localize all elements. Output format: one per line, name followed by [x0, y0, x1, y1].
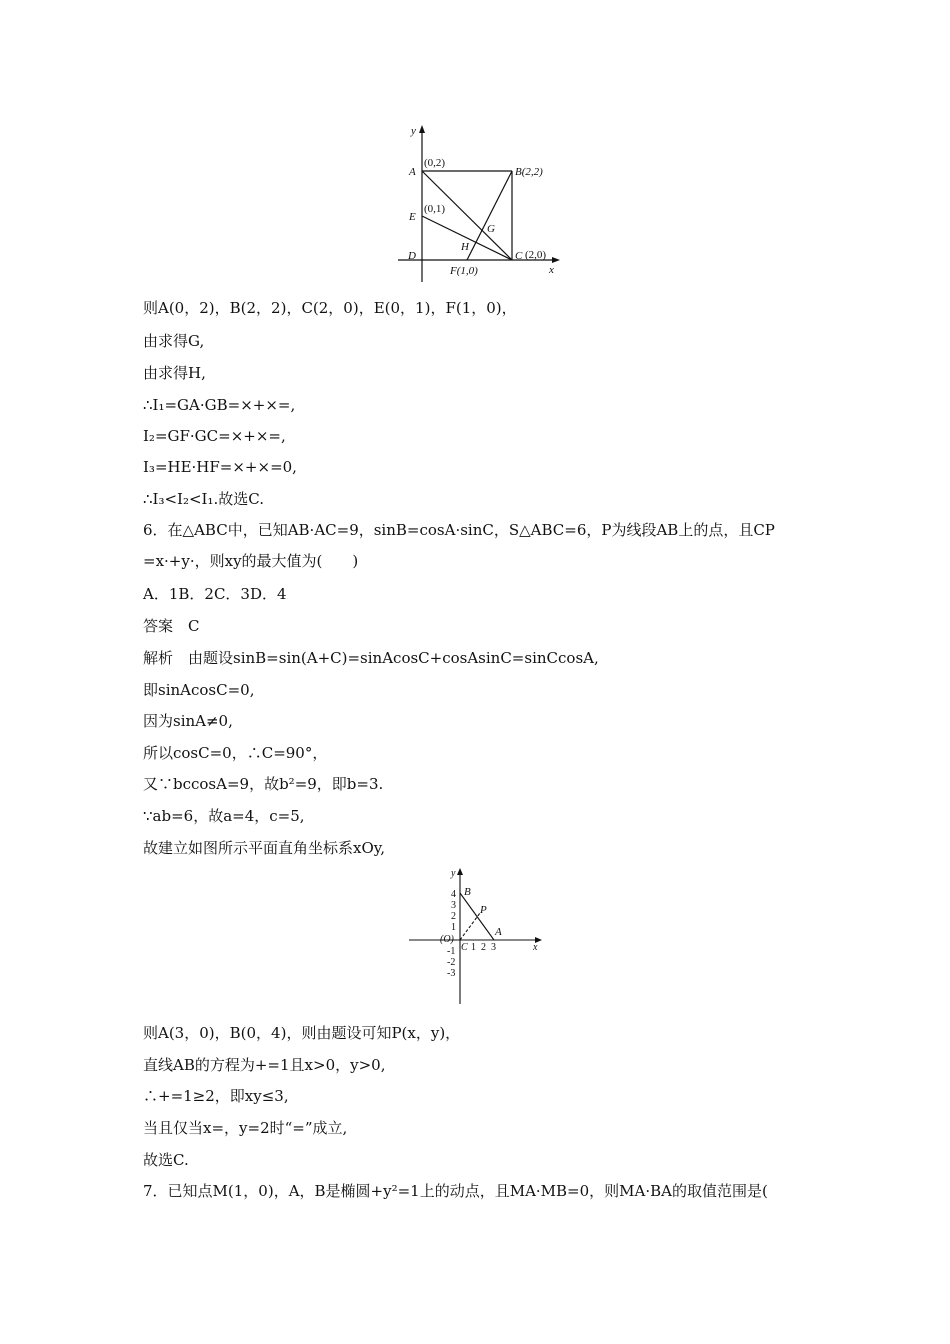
y-arrow [457, 868, 463, 875]
label-E-coord: (0,1) [424, 203, 446, 215]
label-x: x [533, 942, 538, 953]
y-tick-neg1: -1 [447, 946, 456, 957]
y-tick-2: 2 [451, 911, 456, 922]
label-C: C [515, 250, 523, 262]
label-x: x [549, 264, 554, 276]
label-H: H [461, 241, 469, 253]
analysis-line: 解析 由题设sinB=sin(A+C)=sinAcosC+cosAsinC=sinCcosA, [143, 649, 599, 667]
text-line: I₃=HE·HF=×+×=0, [143, 458, 297, 476]
text-line: ∵ab=6，故a=4，c=5, [143, 807, 305, 825]
label-A-coord: (0,2) [424, 157, 446, 169]
text-line: ∴+=1≥2，即xy≤3, [143, 1087, 289, 1105]
label-P: P [480, 904, 487, 916]
segment-BF [467, 171, 512, 260]
label-C: C [461, 942, 468, 953]
text-line: 则A(3，0)，B(0，4)，则由题设可知P(x，y)， [143, 1024, 461, 1042]
question-6: 6．在△ABC中，已知AB·AC=9，sinB=cosA·sinC，S△ABC=6，P为线段AB上的点，且CP [143, 521, 775, 539]
label-G: G [487, 223, 495, 235]
label-y: y [411, 125, 416, 137]
question-7: 7．已知点M(1，0)，A，B是椭圆+y²=1上的动点，且MA·MB=0，则MA·BA的取值范围是( [143, 1182, 768, 1200]
y-tick-neg2: -2 [447, 957, 456, 968]
label-E: E [409, 211, 416, 223]
y-tick-3: 3 [451, 900, 456, 911]
label-A: A [409, 166, 416, 178]
text-line: 由求得H, [143, 364, 206, 382]
label-F: F(1,0) [450, 265, 478, 277]
answer-choices: A．1B．2C．3D．4 [143, 585, 287, 603]
x-arrow [552, 257, 560, 263]
y-arrow [419, 125, 425, 133]
text-line: 直线AB的方程为+=1且x>0，y>0, [143, 1056, 386, 1074]
y-tick-4: 4 [451, 889, 456, 900]
text-line: 又∵bccosA=9，故b²=9，即b=3. [143, 775, 384, 793]
text-line: 所以cosC=0，∴C=90°， [143, 744, 328, 762]
label-B: B [464, 886, 471, 898]
segment-AB [460, 893, 494, 940]
label-C-coord: (2,0) [525, 249, 547, 261]
answer-line: 答案 C [143, 617, 200, 635]
label-B: B(2,2) [515, 166, 543, 178]
text-line: 故建立如图所示平面直角坐标系xOy, [143, 839, 386, 857]
text-line: 故选C. [143, 1151, 189, 1169]
text-line: 即sinAcosC=0, [143, 681, 255, 699]
x-tick-2: 2 [481, 942, 486, 953]
y-tick-1: 1 [451, 922, 456, 933]
text-line: ∴I₃<I₂<I₁.故选C. [143, 490, 264, 508]
label-y: y [451, 868, 456, 879]
label-D: D [408, 250, 416, 262]
x-tick-3: 3 [491, 942, 496, 953]
figure-square-diagram [395, 122, 565, 287]
text-line: 则A(0，2)，B(2，2)，C(2，0)，E(0，1)，F(1，0)， [143, 299, 517, 317]
text-line: I₂=GF·GC=×+×=, [143, 427, 286, 445]
text-line: 由求得G, [143, 332, 205, 350]
text-line: 因为sinA≠0, [143, 712, 233, 730]
x-tick-1: 1 [471, 942, 476, 953]
label-O: (O) [440, 934, 454, 945]
y-tick-neg3: -3 [447, 968, 456, 979]
label-A: A [495, 926, 502, 938]
question-6-continued: =x·+y·，则xy的最大值为( ) [143, 552, 359, 570]
segment-EC [422, 216, 512, 260]
figure-coordinate-diagram [405, 866, 550, 1008]
text-line: 当且仅当x=，y=2时“=”成立, [143, 1119, 348, 1137]
text-line: ∴I₁=GA·GB=×+×=, [143, 396, 296, 414]
